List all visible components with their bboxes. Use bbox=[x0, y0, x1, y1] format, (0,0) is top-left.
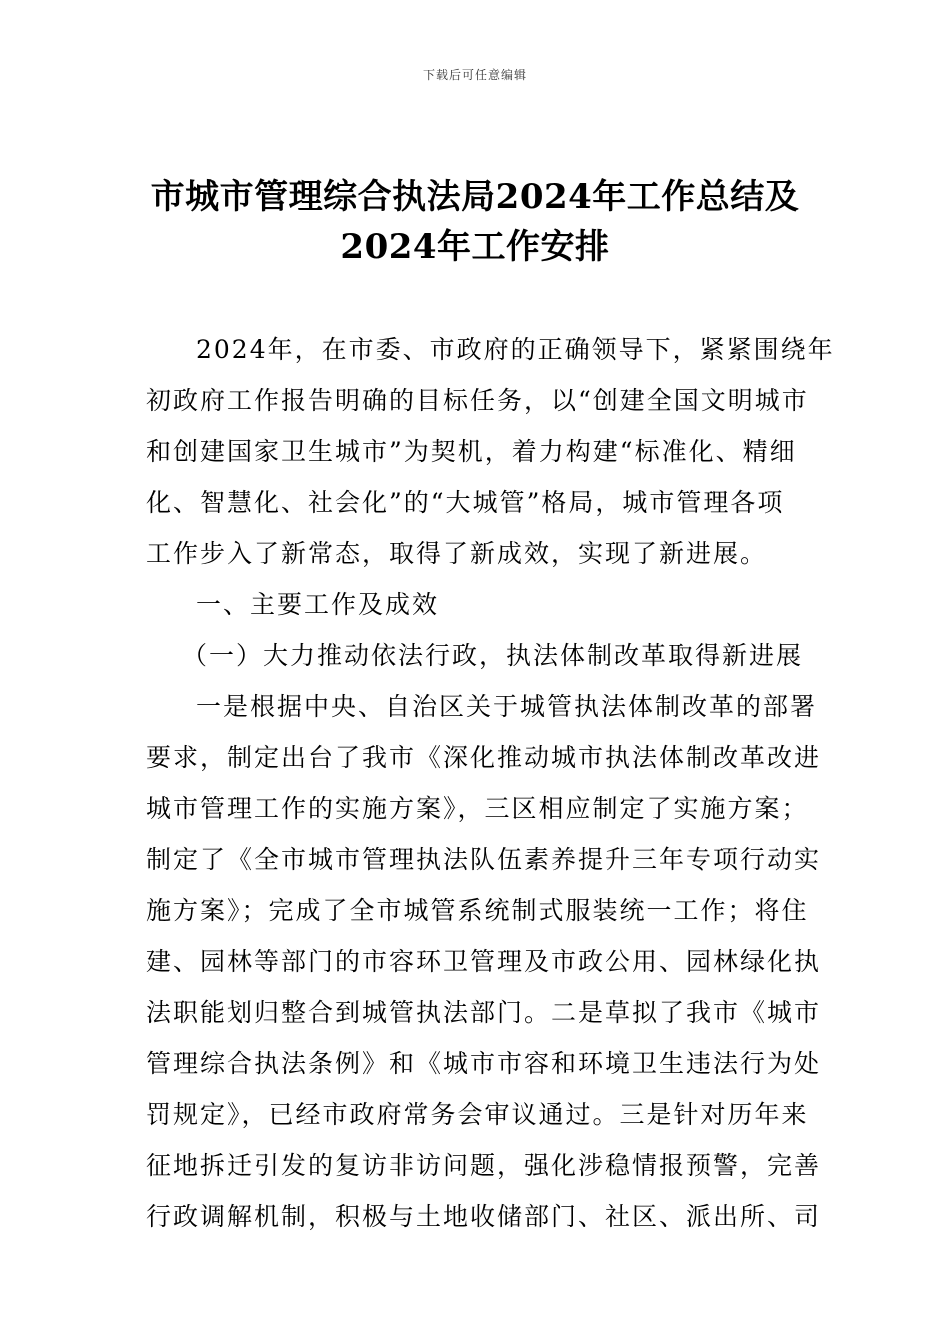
document-body bbox=[146, 324, 835, 1242]
body-line: 城市管理工作的实施方案》，三区相应制定了实施方案； bbox=[146, 794, 809, 823]
body-line: 一是根据中央、自治区关于城管执法体制改革的部署 bbox=[196, 692, 818, 721]
body-line: 施方案》；完成了全市城管系统制式服装统一工作；将住 bbox=[146, 896, 809, 925]
body-line: 工作步入了新常态，取得了新成效，实现了新进展。 bbox=[146, 539, 768, 568]
body-line: 制定了《全市城市管理执法队伍素养提升三年专项行动实 bbox=[146, 845, 822, 874]
body-line: 征地拆迁引发的复访非访问题，强化涉稳情报预警，完善 bbox=[146, 1151, 822, 1180]
body-line: 要求，制定出台了我市《深化推动城市执法体制改革改进 bbox=[146, 743, 822, 772]
body-line: 初政府工作报告明确的目标任务，以“创建全国文明城市 bbox=[146, 386, 809, 415]
title-line-1: 市城市管理综合执法局2024年工作总结及 bbox=[150, 177, 800, 217]
document-title bbox=[90, 172, 860, 272]
body-line: 行政调解机制，积极与土地收储部门、社区、派出所、司 bbox=[146, 1202, 822, 1231]
subsection-heading: （一）大力推动依法行政，执法体制改革取得新进展 bbox=[182, 641, 804, 670]
body-line: 化、智慧化、社会化”的“大城管”格局，城市管理各项 bbox=[146, 488, 785, 517]
body-line: 2024年，在市委、市政府的正确领导下，紧紧围绕年 bbox=[196, 335, 835, 364]
body-line: 建、园林等部门的市容环卫管理及市政公用、园林绿化执 bbox=[146, 947, 822, 976]
body-line: 罚规定》，已经市政府常务会审议通过。三是针对历年来 bbox=[146, 1100, 809, 1129]
body-line: 和创建国家卫生城市”为契机，着力构建“标准化、精细 bbox=[146, 437, 797, 466]
body-line: 法职能划归整合到城管执法部门。二是草拟了我市《城市 bbox=[146, 998, 822, 1027]
title-line-2: 2024年工作安排 bbox=[340, 227, 610, 267]
header-note: 下载后可任意编辑 bbox=[422, 68, 527, 82]
section-heading: 一、主要工作及成效 bbox=[196, 590, 440, 619]
body-line: 管理综合执法条例》和《城市市容和环境卫生违法行为处 bbox=[146, 1049, 822, 1078]
